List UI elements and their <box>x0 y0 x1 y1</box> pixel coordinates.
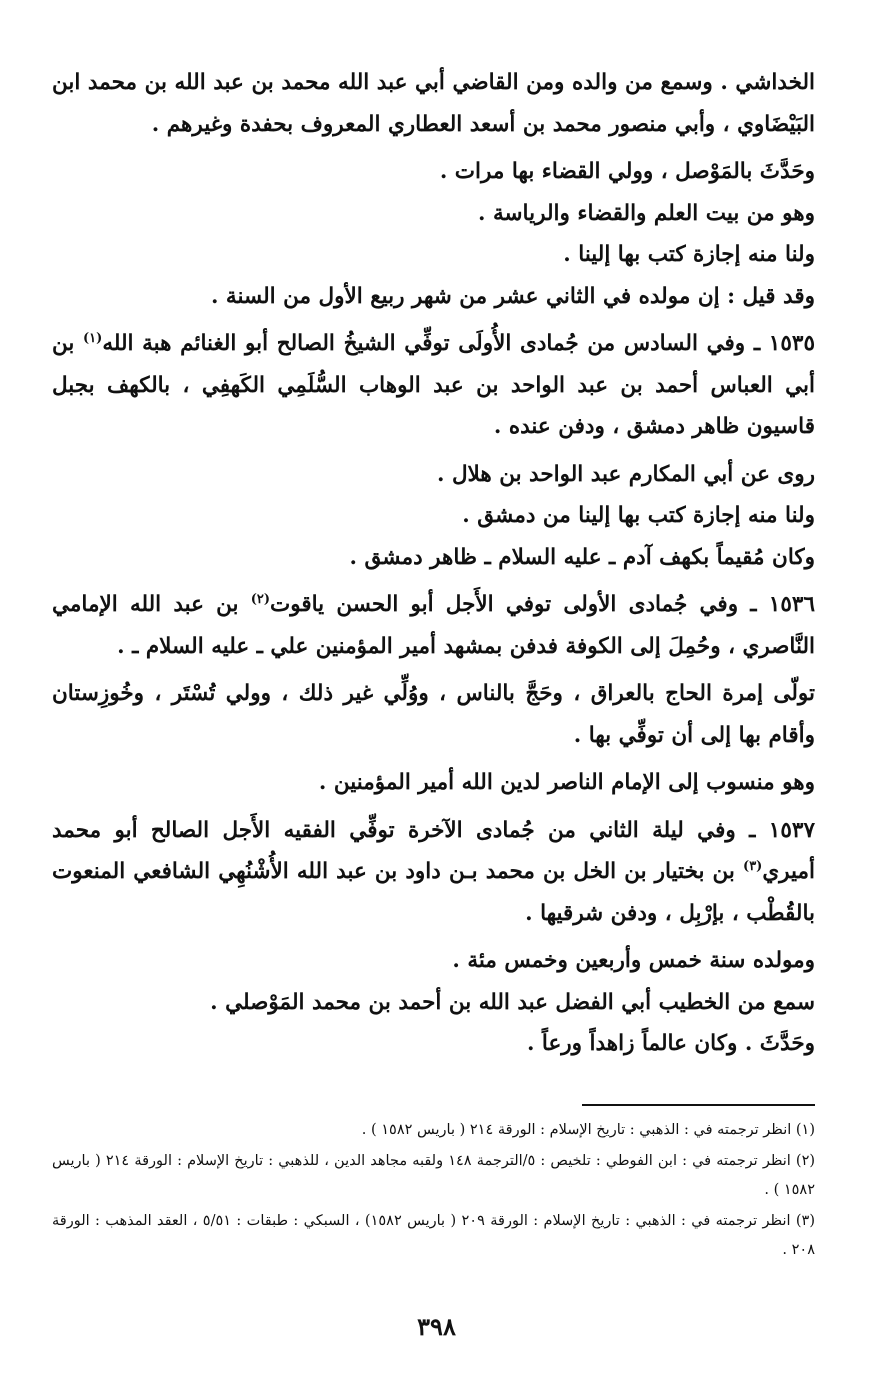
paragraph: ولنا منه إجازة كتب بها إلينا من دمشق . <box>462 503 815 528</box>
biography-1537 <box>52 810 815 935</box>
footnote-ref-3: (٣) <box>743 858 763 874</box>
footnote: (٢) انظر ترجمته في : ابن الفوطي : تلخيص : ٥/الترجمة ١٤٨ ولقبه مجاهد الدين ، للذهبي : تاريخ الإسلام : الورقة ٢١٤ ( باريس ١٥٨٢ ) . <box>52 1153 816 1198</box>
entry-text: ١٥٣٥ ـ وفي السادس من جُمادى الأُولَى توفِّي الشيخُ الصالح أبو الغنائم هبة الله <box>102 331 815 356</box>
footnotes <box>52 1116 815 1267</box>
paragraph: الخداشي . وسمع من والده ومن القاضي أبي عبد الله محمد بن عبد الله بن محمد ابن البَيْضَاوي ، وأبي منصور محمد بن أسعد العطاري المعروف بحفدة وغيرهم . <box>52 70 815 137</box>
paragraph: وحَدَّثَ بالمَوْصل ، وولي القضاء بها مرات . <box>439 159 815 184</box>
paragraph: وكان مُقيماً بكهف آدم ـ عليه السلام ـ ظاهر دمشق . <box>349 544 815 570</box>
footnote-ref-2: (٢) <box>250 591 270 607</box>
page-number: ٣٩٨ <box>417 1312 456 1341</box>
entry-text: بن أبي العباس أحمد بن عبد الواحد بن عبد الوهاب السُّلَمِي الكَهفِي ، بالكهف بجبل قاسيون ظاهر دمشق ، ودفن عنده . <box>52 331 815 439</box>
entry-text: بن بختيار بن الخل بن محمد بـن داود بن عبد الله الأُشْنُهِي الشافعي المنعوت بالقُطْب ، بإرْبِل ، ودفن شرقيها . <box>52 859 815 926</box>
paragraph: تولّى إمرة الحاج بالعراق ، وحَجَّ بالناس ، ووُلِّي غير ذلك ، وولي تُسْتَر ، وخُوزِستان وأقام بها إلى أن توفِّي بها . <box>52 681 815 748</box>
entry-text: ١٥٣٧ ـ وفي ليلة الثاني من جُمادى الآخرة توفِّي الفقيه الأَجل الصالح أبو محمد أميري <box>52 817 815 884</box>
paragraph: وحَدَّثَ . وكان عالماً زاهداً ورعاً . <box>526 1031 815 1056</box>
paragraph: روى عن أبي المكارم عبد الواحد بن هلال . <box>436 461 815 487</box>
paragraph: وهو منسوب إلى الإمام الناصر لدين الله أمير المؤمنين . <box>318 770 815 795</box>
paragraph: وهو من بيت العلم والقضاء والرياسة . <box>478 200 815 226</box>
biography-1535 <box>52 323 815 448</box>
paragraph: وقد قيل : إن مولده في الثاني عشر من شهر ربيع الأول من السنة . <box>210 283 815 309</box>
footnote: (٣) انظر ترجمته في : الذهبي : تاريخ الإسلام : الورقة ٢٠٩ ( باريس ١٥٨٢) ، السبكي : طبقات : ٥/٥١ ، العقد المذهب : الورقة ٢٠٨ . <box>52 1213 816 1258</box>
entry-text: بن عبد الله الإمامي النَّاصري ، وحُمِلَ إلى الكوفة فدفن بمشهد أمير المؤمنين علي ـ عليه السلام ـ . <box>52 592 815 659</box>
footnote-divider <box>582 1104 815 1106</box>
paragraph: ولنا منه إجازة كتب بها إلينا . <box>563 242 815 267</box>
main-text <box>52 62 815 1065</box>
footnote: (١) انظر ترجمته في : الذهبي : تاريخ الإسلام : الورقة ٢١٤ ( باريس ١٥٨٢ ) . <box>361 1122 815 1138</box>
biography-1536 <box>52 584 815 667</box>
paragraph: سمع من الخطيب أبي الفضل عبد الله بن أحمد بن محمد المَوْصلي . <box>210 989 815 1015</box>
entry-text: ١٥٣٦ ـ وفي جُمادى الأولى توفي الأَجل أبو الحسن ياقوت <box>270 592 815 617</box>
footnote-ref-1: (١) <box>83 330 103 346</box>
paragraph: ومولده سنة خمس وأربعين وخمس مئة . <box>452 948 815 973</box>
